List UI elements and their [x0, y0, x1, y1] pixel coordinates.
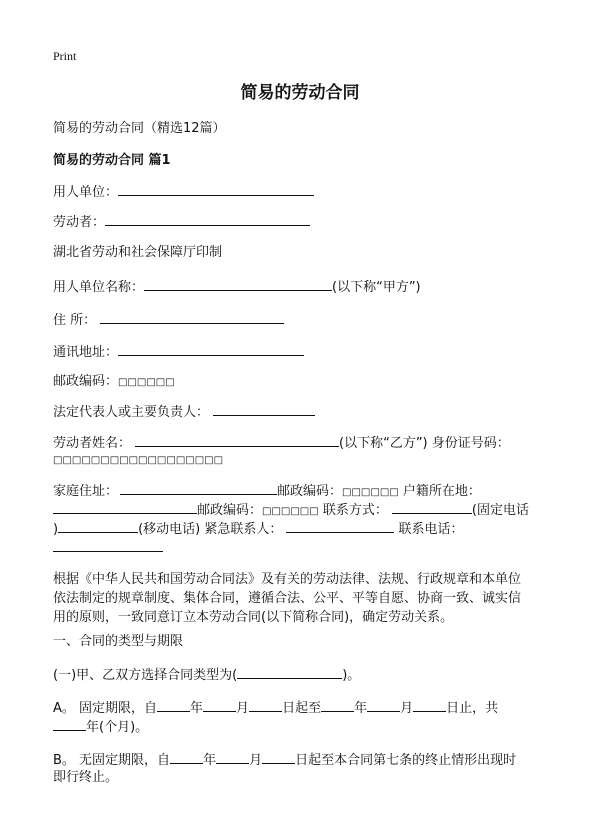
label: (一)甲、乙双方选择合同类型为( [53, 668, 238, 683]
boxes: □□□□□□ [118, 377, 175, 388]
employer-name-line [53, 276, 421, 297]
blank [286, 518, 394, 533]
boxes: □□□□□□ [342, 487, 399, 498]
printed-by: 湖北省劳动和社会保障厅印制 [53, 245, 223, 260]
blank [135, 432, 339, 447]
label: 用人单位名称： [53, 280, 145, 295]
label: 劳动者姓名： [53, 436, 132, 451]
label: 年 [203, 753, 217, 768]
phone-blank-line [53, 537, 163, 558]
option-a [53, 697, 498, 718]
section-1-heading: 一、合同的类型与期限 [53, 634, 184, 649]
label: 家庭住址： [53, 484, 119, 499]
label: (移动电话) 紧急联系人： [138, 522, 283, 537]
address-line [53, 309, 284, 330]
label: 邮政编码： [197, 503, 263, 518]
blank [53, 499, 197, 514]
label: )。 [342, 668, 361, 683]
label: 年(个月)。 [86, 720, 149, 735]
label: 法定代表人或主要负责人： [53, 405, 210, 420]
label: (以下称“甲方”) [332, 280, 421, 295]
legal-rep-line [53, 401, 315, 422]
blank [237, 664, 342, 679]
blank [367, 697, 400, 712]
mobile-line [53, 518, 464, 539]
blank [157, 697, 190, 712]
label: 日止，共 [446, 701, 499, 716]
worker-line [53, 211, 310, 232]
employer-line [53, 181, 314, 202]
blank [213, 401, 315, 416]
para1-line3: 用的原则，一致同意订立本劳动合同(以下简称合同)，确定劳动关系。 [53, 610, 454, 625]
label: 邮政编码： [53, 374, 119, 389]
option-b-line2: 即行终止。 [53, 770, 119, 785]
boxes: □□□□□□ [262, 506, 319, 517]
worker-name-line [53, 432, 510, 453]
label: (以下称“乙方”) 身份证号码： [339, 436, 510, 451]
label: 联系电话： [398, 522, 464, 537]
label: 住 所： [53, 313, 97, 328]
label: 月 [249, 753, 263, 768]
blank [321, 697, 354, 712]
blank [170, 749, 203, 764]
subtitle: 简易的劳动合同（精选12篇） [53, 121, 226, 136]
blank [249, 697, 282, 712]
label: 日起至本合同第七条的终止情形出现时 [295, 753, 517, 768]
label: B。 无固定期限，自 [53, 753, 171, 768]
label: 月 [236, 701, 250, 716]
document-title: 简易的劳动合同 [240, 83, 360, 103]
label: 邮政编码： [277, 484, 343, 499]
blank [100, 309, 284, 324]
section-heading: 简易的劳动合同 篇1 [53, 153, 171, 168]
para1-line1: 根据《中华人民共和国劳动合同法》及有关的劳动法律、法规、行政规章和本单位 [53, 572, 522, 587]
blank [203, 697, 236, 712]
option-a-line2 [53, 716, 148, 737]
blank [118, 341, 304, 356]
clause-1 [53, 664, 360, 685]
blank [58, 518, 138, 533]
option-b [53, 749, 516, 770]
blank [144, 276, 332, 291]
label: 月 [400, 701, 414, 716]
blank [413, 697, 446, 712]
label: 日起至 [282, 701, 322, 716]
blank [216, 749, 249, 764]
blank [53, 716, 86, 731]
id-boxes: □□□□□□□□□□□□□□□□□□ [53, 455, 224, 466]
postcode-line [53, 372, 175, 392]
blank [53, 537, 163, 552]
blank [105, 211, 310, 226]
mail-address-line [53, 341, 304, 362]
label: 联系方式： [322, 503, 388, 518]
label: (固定电话 [471, 503, 529, 518]
label: 通讯地址： [53, 345, 119, 360]
blank [392, 499, 472, 514]
label: 用人单位： [53, 185, 119, 200]
blank [120, 480, 277, 495]
print-link[interactable]: Print [53, 49, 77, 63]
label: 劳动者： [53, 215, 106, 230]
blank [262, 749, 295, 764]
blank [118, 181, 314, 196]
label: 年 [190, 701, 204, 716]
label: 户籍所在地： [402, 484, 481, 499]
label: 年 [354, 701, 368, 716]
para1-line2: 依法制定的规章制度、集体合同，遵循合法、公平、平等自愿、协商一致、诚实信 [53, 591, 522, 606]
label: ) [53, 522, 59, 537]
label: A。 固定期限，自 [53, 701, 158, 716]
